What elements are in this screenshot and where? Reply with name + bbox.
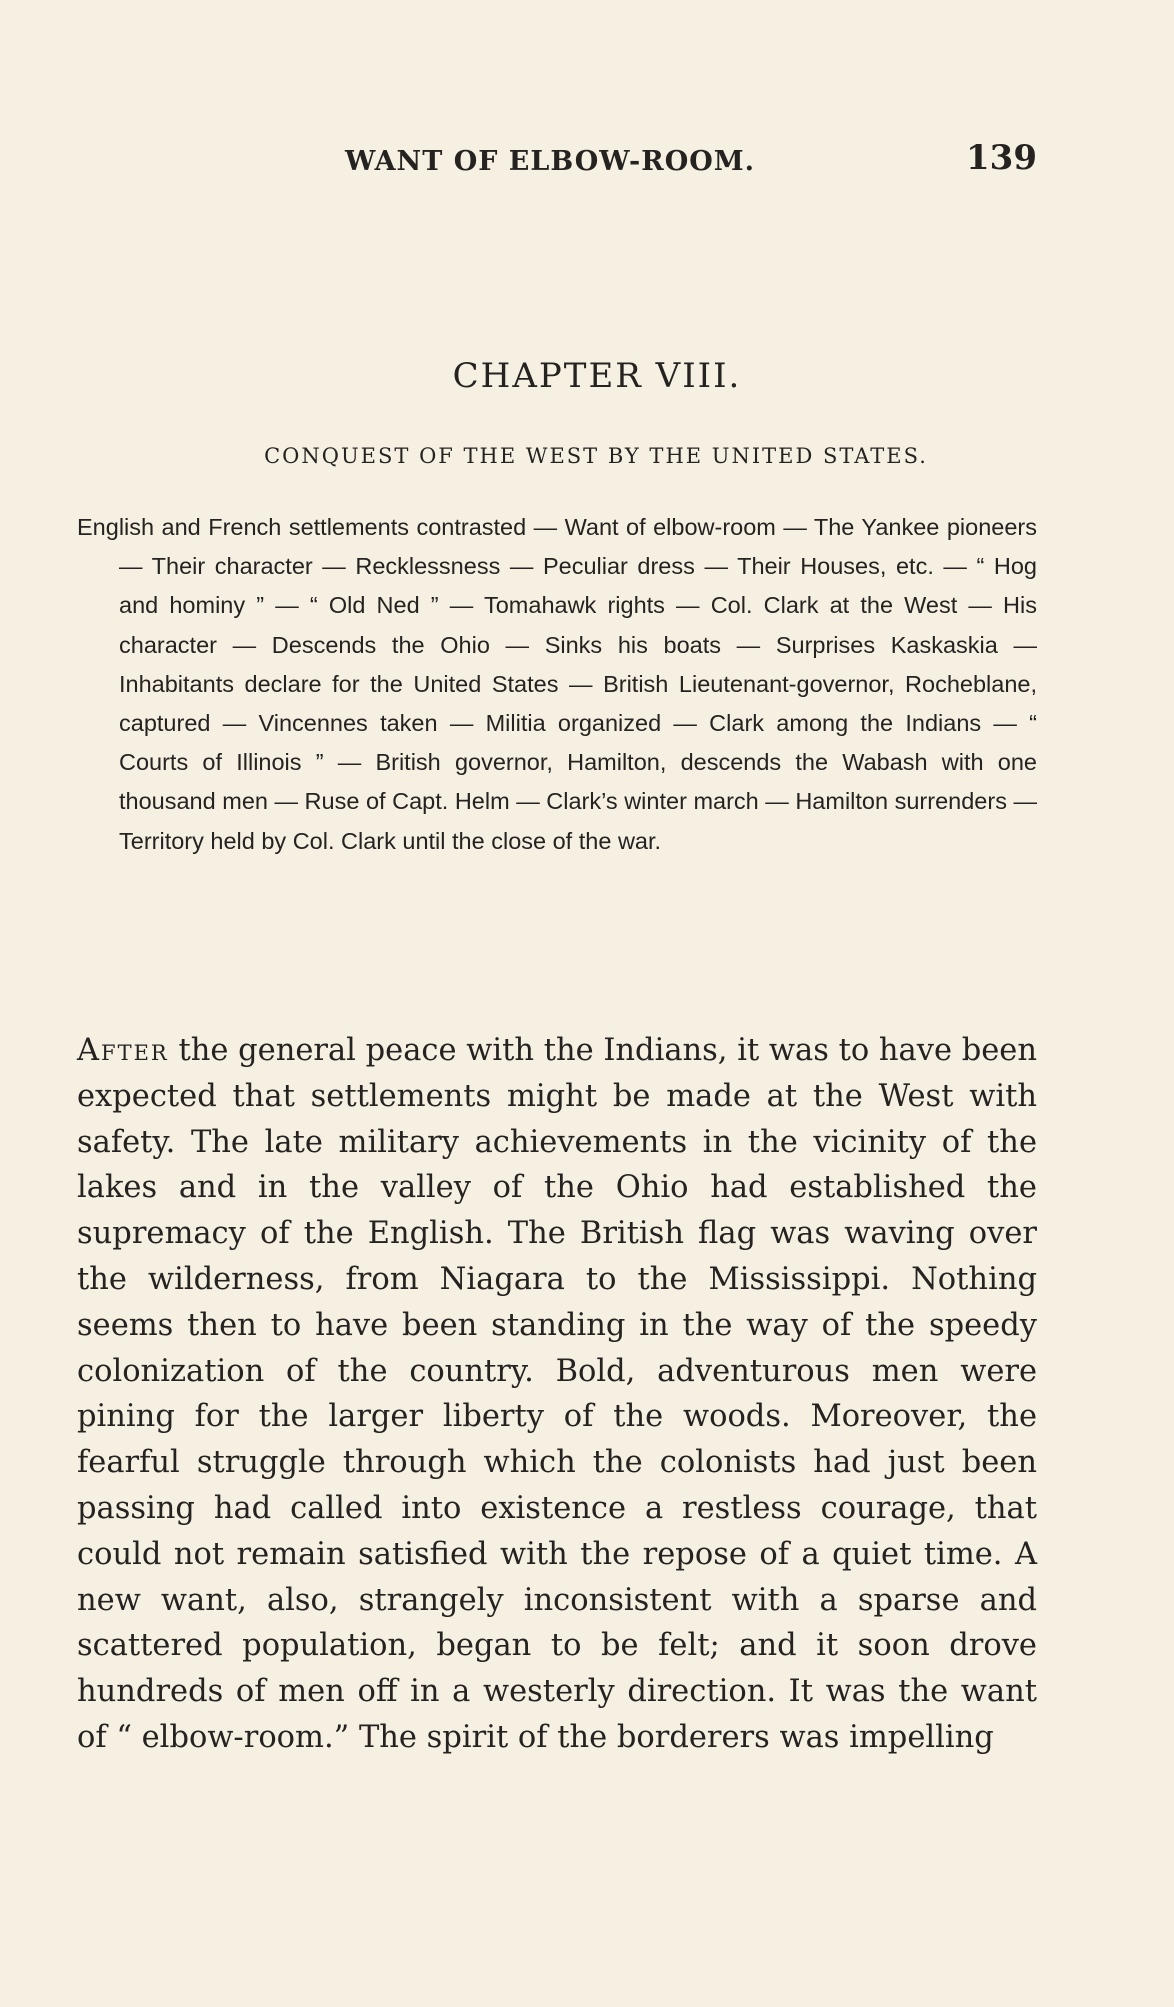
chapter-title: CHAPTER VIII.: [452, 356, 742, 396]
chapter-synopsis: English and French settlements contrasted — Want of elbow-room — The Yankee pioneers — Their character — Recklessness — Peculiar dress — Their Houses, etc. — “ Hog and hominy ” — “ Old Ned ” — Tomahawk rights — Col. Clark at the West — His character — Descends the Ohio — Sinks his boats — Surprises Kaskaskia — Inhabitants declare for the United States — British Lieutenant-governor, Rocheblane, captured — Vincennes taken — Militia organized — Clark among the Indians — “ Courts of Illinois ” — British governor, Hamilton, descends the Wabash with one thousand men — Ruse of Capt. Helm — Clark’s winter march — Hamilton surrenders — Territory held by Col. Clark until the close of the war.: [77, 514, 1037, 854]
page-number: 139: [966, 138, 1037, 178]
lead-word: After: [77, 1033, 169, 1068]
body-paragraph: [77, 1028, 1037, 1761]
paragraph-text: the general peace with the Indians, it was to have been expected that settlements might be made at the West with safety. The late military achievements in the vicinity of the lakes and in the valley of the Ohio had established the supremacy of the English. The British flag was waving over the wilderness, from Niagara to the Mississippi. Nothing seems then to have been standing in the way of the speedy colonization of the country. Bold, adventurous men were pining for the larger liberty of the woods. Moreover, the fearful struggle through which the colonists had just been passing had called into existence a restless courage, that could not remain satisfied with the repose of a quiet time. A new want, also, strangely inconsistent with a sparse and scattered population, began to be felt; and it soon drove hundreds of men off in a westerly direction. It was the want of “ elbow-room.” The spirit of the borderers was impelling: [77, 1033, 1037, 1755]
running-header: [77, 138, 1037, 184]
chapter-subtitle: CONQUEST OF THE WEST BY THE UNITED STATES.: [264, 444, 928, 468]
running-title: WANT OF ELBOW-ROOM.: [345, 146, 756, 177]
